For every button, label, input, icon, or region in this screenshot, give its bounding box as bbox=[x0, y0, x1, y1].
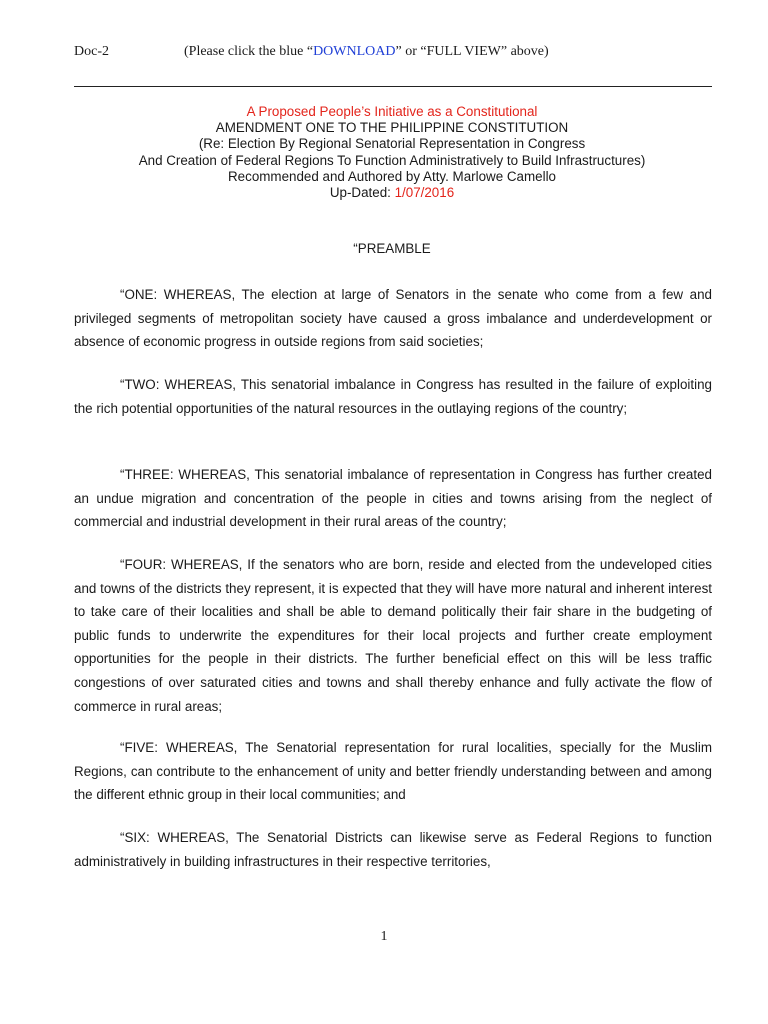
paragraph-two: “TWO: WHEREAS, This senatorial imbalance in Congress has resulted in the failure of exploiting the rich potential opportunities of the natural resources in the outlaying regions of the country; bbox=[74, 377, 712, 416]
header-line-amendment: AMENDMENT ONE TO THE PHILIPPINE CONSTITUTION bbox=[215, 120, 569, 136]
download-link-text: DOWNLOAD bbox=[313, 44, 396, 59]
page-number: 1 bbox=[380, 929, 388, 944]
top-note-suffix: ” or “FULL VIEW” above) bbox=[395, 44, 549, 59]
preamble-title: “PREAMBLE bbox=[353, 241, 431, 256]
paragraph-three: “THREE: WHEREAS, This senatorial imbalance of representation in Congress has further created an undue migration and concentration of the people in cities and towns arising from the neglect of commercial and industrial development in their rural areas of the country; bbox=[74, 467, 712, 530]
paragraph-five: “FIVE: WHEREAS, The Senatorial representation for rural localities, specially for the Muslim Regions, can contribute to the enhancement of unity and better friendly understanding between and among the different ethnic group in their local communities; and bbox=[74, 740, 712, 803]
document-header bbox=[60, 104, 724, 201]
paragraph-one: “ONE: WHEREAS, The election at large of Senators in the senate who come from a few and privileged segments of metropolitan society have caused a gross imbalance and underdevelopment or absence of economic progress in outside regions from said societies; bbox=[74, 287, 712, 350]
top-note-prefix: (Please click the blue “ bbox=[184, 44, 314, 59]
paragraph-six: “SIX: WHEREAS, The Senatorial Districts can likewise serve as Federal Regions to function administratively in building infrastructures in their respective territories, bbox=[74, 830, 712, 869]
header-line-federal: And Creation of Federal Regions To Function Administratively to Build Infrastructures) bbox=[138, 152, 646, 168]
updated-label: Up-Dated: bbox=[329, 185, 395, 201]
header-line-re: (Re: Election By Regional Senatorial Representation in Congress bbox=[198, 136, 586, 152]
doc-id: Doc-2 bbox=[74, 44, 109, 59]
paragraph-four: “FOUR: WHEREAS, If the senators who are born, reside and elected from the undeveloped cities and towns of the districts they represent, it is expected that they will have more natural and inherent interest to take care of their localities and shall be able to demand politically their fair share in the budgeting of public funds to underwrite the expenditures for their local projects and further create employment opportunities for the people in their districts. The further beneficial effect on this will be less traffic congestions of over saturated cities and towns and shall thereby enhance and fully activate the flow of commerce in rural areas; bbox=[74, 557, 712, 714]
updated-date: 1/07/2016 bbox=[394, 185, 455, 201]
header-line-initiative: A Proposed People’s Initiative as a Constitutional bbox=[246, 104, 538, 119]
header-line-author: Recommended and Authored by Atty. Marlowe Camello bbox=[228, 168, 556, 184]
header-line-updated bbox=[60, 185, 724, 201]
top-note bbox=[74, 44, 549, 60]
header-divider bbox=[74, 86, 712, 87]
